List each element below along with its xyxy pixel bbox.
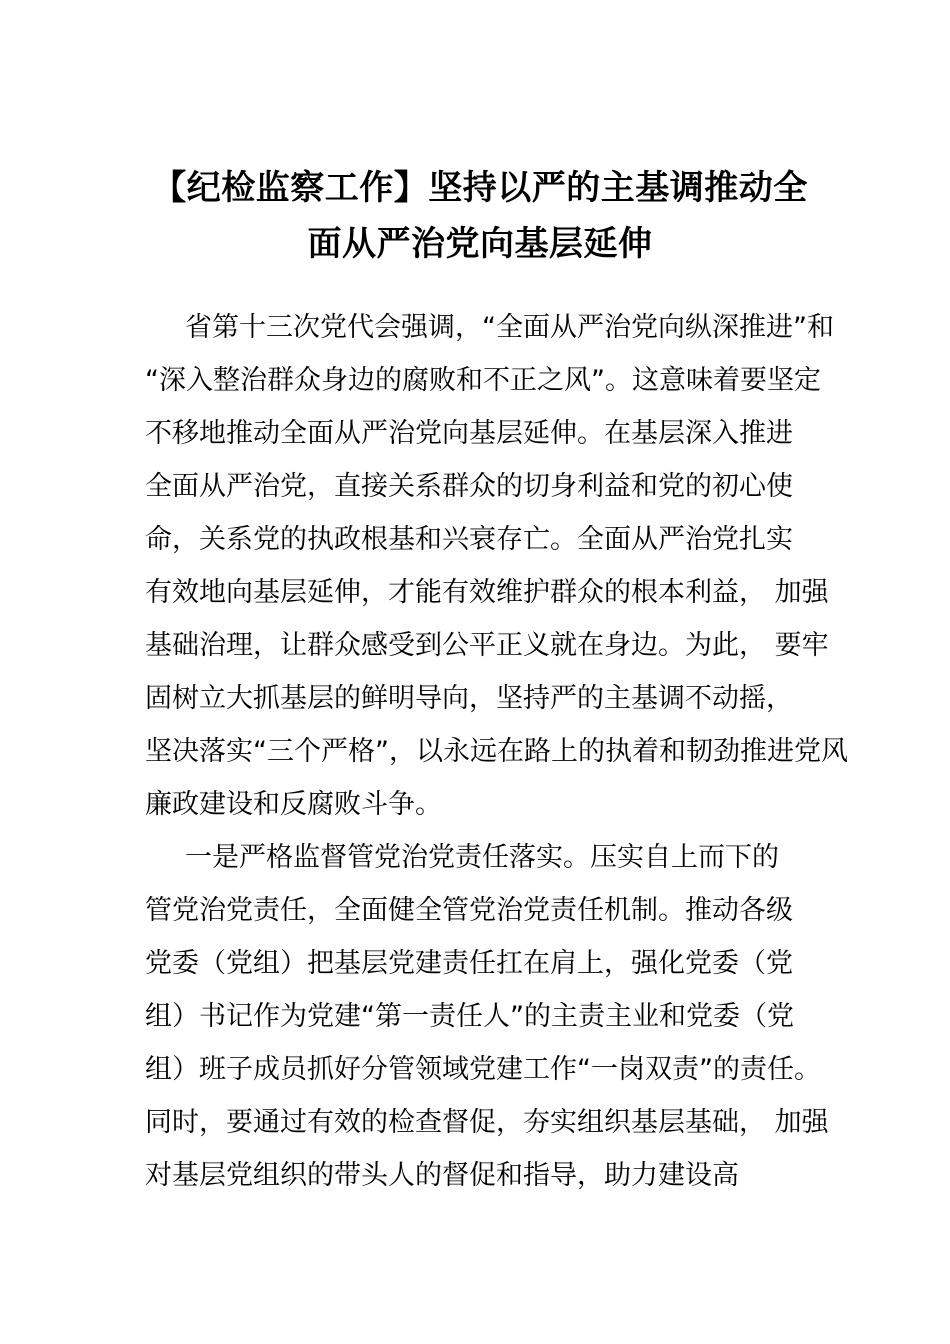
paragraph-line: 省第十三次党代会强调，“全面从严治党向纵深推进”和 <box>185 312 834 343</box>
paragraph-line: 有效地向基层延伸，才能有效维护群众的根本利益， 加强 <box>145 577 829 608</box>
paragraph-line: 坚决落实“三个严格”，以永远在路上的执着和韧劲推进党风 <box>145 736 848 767</box>
paragraph-line: “深入整治群众身边的腐败和不正之风”。这意味着要坚定 <box>145 365 821 396</box>
paragraph-line: 命，关系党的执政根基和兴衰存亡。全面从严治党扎实 <box>145 524 793 555</box>
paragraph-line: 管党治党责任，全面健全管党治党责任机制。推动各级 <box>145 895 793 926</box>
paragraph-line: 廉政建设和反腐败斗争。 <box>145 789 442 820</box>
paragraph-line: 党委（党组）把基层党建责任扛在肩上，强化党委（党 <box>145 948 793 979</box>
paragraph-line: 组）班子成员抓好分管领域党建工作“一岗双责”的责任。 <box>145 1054 821 1085</box>
paragraph-line: 同时，要通过有效的检查督促，夯实组织基层基础， 加强 <box>145 1107 829 1138</box>
paragraph-line: 全面从严治党，直接关系群众的切身利益和党的初心使 <box>145 471 793 502</box>
paragraph-line: 固树立大抓基层的鲜明导向，坚持严的主基调不动摇， <box>145 683 793 714</box>
paragraph-line: 基础治理，让群众感受到公平正义就在身边。为此， 要牢 <box>145 630 829 661</box>
document-title <box>140 160 820 272</box>
title-line: 【纪检监察工作】坚持以严的主基调推动全 <box>152 168 808 208</box>
paragraph-line: 不移地推动全面从严治党向基层延伸。在基层深入推进 <box>145 418 793 449</box>
paragraph-line: 对基层党组织的带头人的督促和指导，助力建设高 <box>145 1160 739 1191</box>
document-body <box>145 301 848 1202</box>
title-line: 面从严治党向基层延伸 <box>307 224 653 264</box>
paragraph-line: 一是严格监督管党治党责任落实。压实自上而下的 <box>185 842 779 873</box>
paragraph-line: 组）书记作为党建“第一责任人”的主责主业和党委（党 <box>145 1001 794 1032</box>
